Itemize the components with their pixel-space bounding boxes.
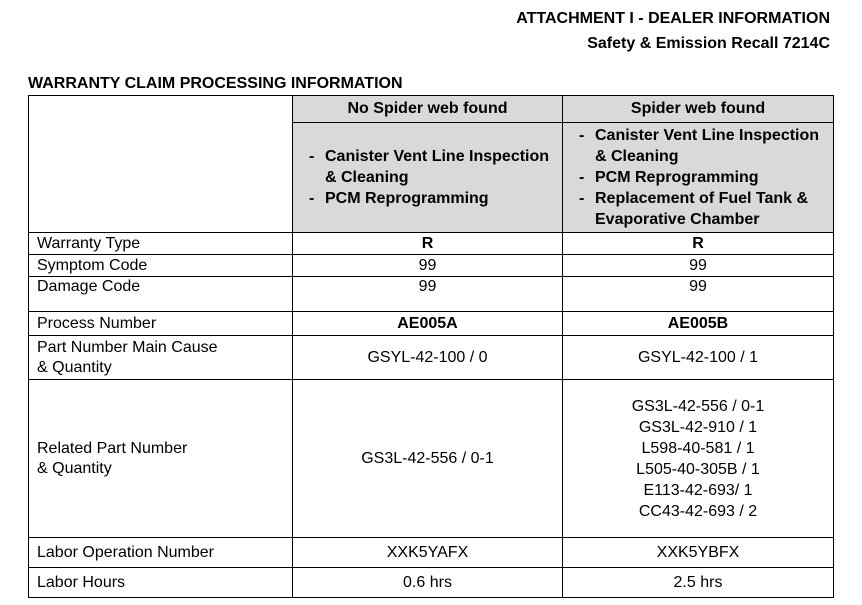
- damage-code-spider: 99: [563, 277, 834, 312]
- column-header-no-spider-web: No Spider web found: [293, 96, 563, 123]
- process-number-spider: AE005B: [563, 312, 834, 336]
- row-label-labor-operation: Labor Operation Number: [29, 538, 293, 568]
- label-line: Part Number Main Cause: [37, 338, 218, 356]
- procedure-item: - Replacement of Fuel Tank & Evaporative Chamber: [579, 188, 825, 230]
- row-label-related-part: [29, 380, 293, 538]
- related-part-no-spider: GS3L-42-556 / 0-1: [293, 380, 563, 538]
- row-label-part-main-cause: [29, 336, 293, 380]
- part-line: CC43-42-693 / 2: [638, 502, 758, 520]
- table-row: [29, 312, 834, 336]
- procedure-item: - PCM Reprogramming: [309, 188, 554, 209]
- row-label-process-number: Process Number: [29, 312, 293, 336]
- symptom-code-no-spider: 99: [293, 255, 563, 277]
- symptom-code-spider: 99: [563, 255, 834, 277]
- blank-corner-cell: [29, 96, 293, 233]
- procedures-no-spider-web: [293, 123, 563, 233]
- table-row: [29, 380, 834, 538]
- part-main-cause-spider: GSYL-42-100 / 1: [563, 336, 834, 380]
- row-label-damage-code: Damage Code: [29, 277, 293, 312]
- table-row: [29, 277, 834, 312]
- label-line: & Quantity: [37, 358, 112, 376]
- column-header-row: [29, 96, 834, 123]
- section-title: WARRANTY CLAIM PROCESSING INFORMATION: [28, 75, 403, 92]
- procedures-spider-web: [563, 123, 834, 233]
- part-line: L505-40-305B / 1: [636, 460, 760, 478]
- labor-operation-no-spider: XXK5YAFX: [293, 538, 563, 568]
- row-label-warranty-type: Warranty Type: [29, 233, 293, 255]
- warranty-type-no-spider: R: [293, 233, 563, 255]
- damage-code-no-spider: 99: [293, 277, 563, 312]
- table-row: [29, 233, 834, 255]
- warranty-type-spider: R: [563, 233, 834, 255]
- part-line: L598-40-581 / 1: [641, 439, 755, 457]
- procedure-item: - PCM Reprogramming: [579, 167, 825, 188]
- column-header-spider-web: Spider web found: [563, 96, 834, 123]
- part-line: E113-42-693/ 1: [643, 481, 753, 499]
- table-row: [29, 568, 834, 598]
- part-line: GS3L-42-910 / 1: [638, 418, 758, 436]
- procedure-item: - Canister Vent Line Inspection & Cleaning: [309, 146, 554, 188]
- row-label-symptom-code: Symptom Code: [29, 255, 293, 277]
- process-number-no-spider: AE005A: [293, 312, 563, 336]
- labor-hours-spider: 2.5 hrs: [563, 568, 834, 598]
- labor-operation-spider: XXK5YBFX: [563, 538, 834, 568]
- row-label-labor-hours: Labor Hours: [29, 568, 293, 598]
- table-row: [29, 538, 834, 568]
- part-main-cause-no-spider: GSYL-42-100 / 0: [293, 336, 563, 380]
- warranty-claim-table: [28, 95, 834, 598]
- label-line: Related Part Number: [37, 439, 188, 457]
- labor-hours-no-spider: 0.6 hrs: [293, 568, 563, 598]
- label-line: & Quantity: [37, 459, 112, 477]
- procedure-item: - Canister Vent Line Inspection & Cleaning: [579, 125, 825, 167]
- attachment-title: ATTACHMENT I - DEALER INFORMATION: [516, 10, 830, 27]
- table-row: [29, 336, 834, 380]
- recall-subtitle: Safety & Emission Recall 7214C: [587, 35, 830, 52]
- part-line: GS3L-42-556 / 0-1: [631, 397, 765, 415]
- related-part-spider: [563, 380, 834, 538]
- table-row: [29, 255, 834, 277]
